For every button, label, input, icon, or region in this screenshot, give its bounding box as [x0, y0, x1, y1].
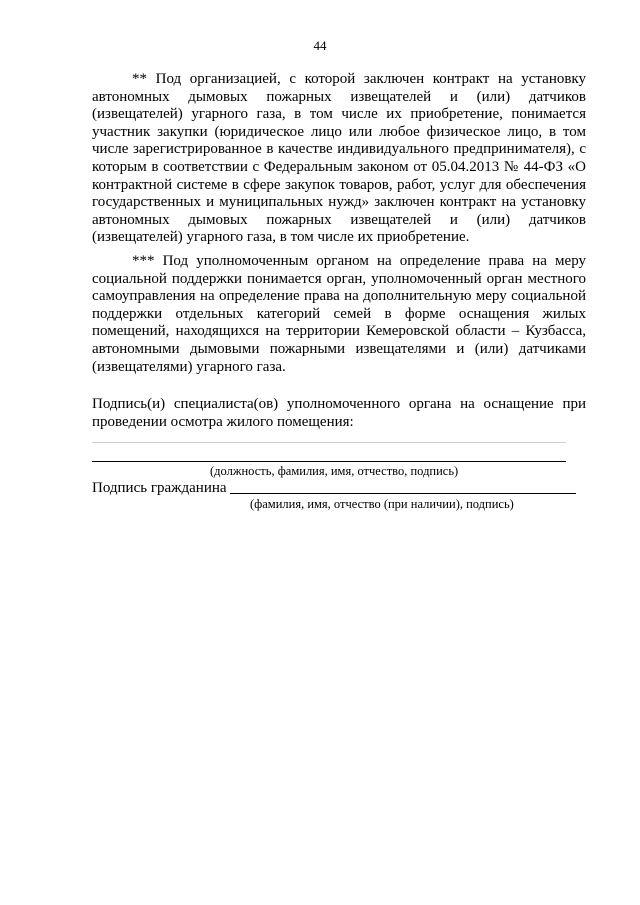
citizen-signature-caption: (фамилия, имя, отчество (при наличии), подпись): [250, 497, 514, 511]
citizen-signature-label: Подпись гражданина: [92, 480, 227, 496]
footnote-organization: ** Под организацией, с которой заключен контракт на установку автономных дымовых пожарных извещателей и (или) датчиков (извещателей) угарного газа, в том числе их приобретение, понимается участник закупки (юридическое лицо или любое физическое лицо, в том числе зарегистрированное в качестве индивидуального предпринимателя), с которым в соответствии с Федеральным законом от 05.04.2013 № 44-ФЗ «О контрактной системе в сфере закупок товаров, работ, услуг для обеспечения государственных и муниципальных нужд» заключен контракт на установку автономных дымовых пожарных извещателей и (или) датчиков (извещателей) угарного газа, в том числе их приобретение.: [92, 71, 586, 246]
specialist-signature-intro: Подпись(и) специалиста(ов) уполномоченного органа на оснащение при проведении осмотра жилого помещения:: [92, 396, 586, 430]
specialist-signature-caption: (должность, фамилия, имя, отчество, подпись): [210, 464, 459, 478]
specialist-signature-line-2: [92, 461, 566, 462]
citizen-signature-line: [230, 493, 576, 494]
specialist-signature-line-1: [92, 442, 566, 443]
footnote-authorized-body: *** Под уполномоченным органом на определение права на меру социальной поддержки понимается орган, уполномоченный орган местного самоуправления на определение права на дополнительную меру социальной поддержки отдельных категорий семей в форме оснащения жилых помещений, находящихся на территории Кемеровской области – Кузбасса, автономными дымовыми пожарными извещателями и (или) датчиками (извещателями) угарного газа.: [92, 253, 586, 375]
page-number: 44: [313, 38, 327, 53]
